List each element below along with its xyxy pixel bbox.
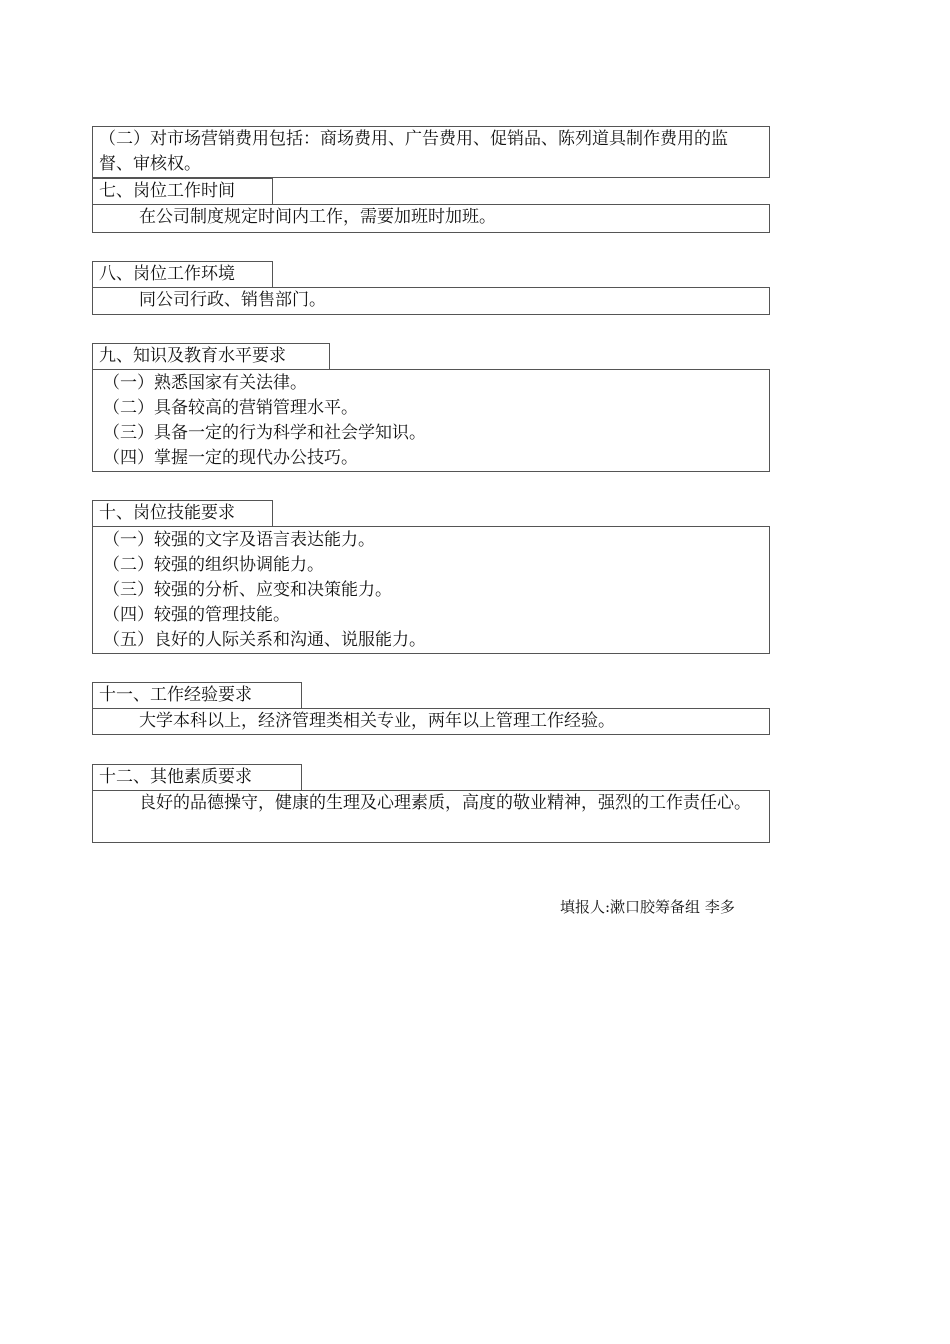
- section-6-text: （二）对市场营销费用包括：商场费用、广告费用、促销品、陈列道具制作费用的监督、审核权。: [99, 129, 728, 174]
- section-6-box: [92, 126, 770, 178]
- section-10-box: [92, 526, 770, 654]
- signer-line: 填报人:漱口胶筹备组 李多: [560, 898, 735, 916]
- section-8-title: 八、岗位工作环境: [92, 261, 273, 287]
- section-10-item: （三）较强的分析、应变和决策能力。: [103, 580, 392, 600]
- section-10-item: （一）较强的文字及语言表达能力。: [103, 530, 375, 550]
- section-11-title: 十一、工作经验要求: [92, 682, 302, 708]
- section-8-box: [92, 287, 770, 315]
- section-12-box: [92, 790, 770, 843]
- section-10-item: （四）较强的管理技能。: [103, 605, 290, 625]
- section-12-body: 良好的品德操守，健康的生理及心理素质，高度的敬业精神，强烈的工作责任心。: [139, 793, 751, 813]
- section-8-body: 同公司行政、销售部门。: [139, 290, 326, 310]
- section-12-title: 十二、其他素质要求: [92, 764, 302, 790]
- section-7-title: 七、岗位工作时间: [92, 178, 273, 204]
- section-11-body: 大学本科以上，经济管理类相关专业，两年以上管理工作经验。: [139, 711, 615, 731]
- section-10-title: 十、岗位技能要求: [92, 500, 273, 526]
- section-9-item: （四）掌握一定的现代办公技巧。: [103, 448, 358, 468]
- section-10-item: （五）良好的人际关系和沟通、说服能力。: [103, 630, 426, 650]
- section-9-item: （三）具备一定的行为科学和社会学知识。: [103, 423, 426, 443]
- section-9-box: [92, 369, 770, 472]
- section-10-item: （二）较强的组织协调能力。: [103, 555, 324, 575]
- section-11-box: [92, 708, 770, 735]
- section-9-title: 九、知识及教育水平要求: [92, 343, 330, 369]
- section-7-body: 在公司制度规定时间内工作，需要加班时加班。: [139, 207, 496, 227]
- section-9-item: （一）熟悉国家有关法律。: [103, 373, 307, 393]
- section-9-item: （二）具备较高的营销管理水平。: [103, 398, 358, 418]
- section-7-box: [92, 204, 770, 233]
